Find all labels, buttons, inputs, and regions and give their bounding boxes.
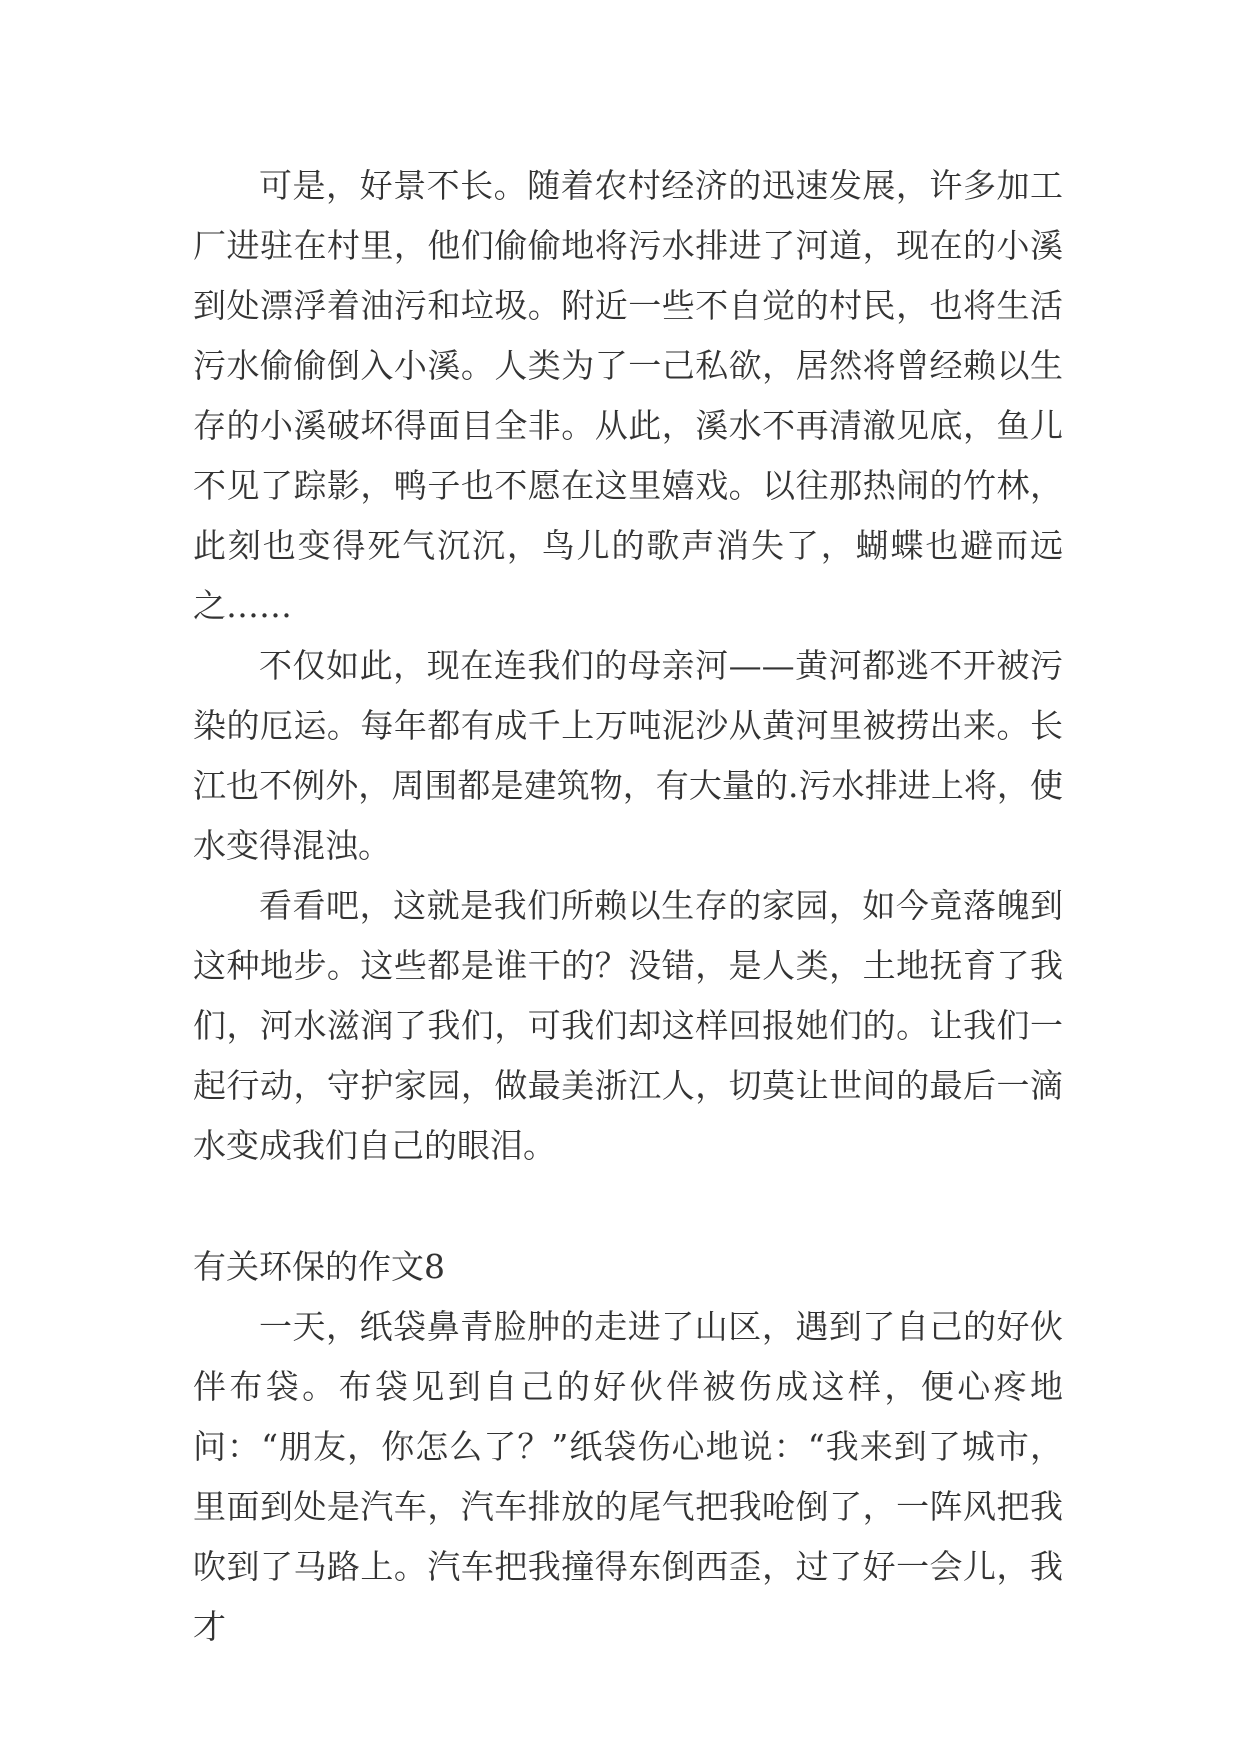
paragraph-stream-pollution: 可是，好景不长。随着农村经济的迅速发展，许多加工厂进驻在村里，他们偷偷地将污水排进了河道，现在的小溪到处漂浮着油污和垃圾。附近一些不自觉的村民，也将生活污水偷偷倒入小溪。人类为了一己私欲，居然将曾经赖以生存的小溪破坏得面目全非。从此，溪水不再清澈见底，鱼儿不见了踪影，鸭子也不愿在这里嬉戏。以往那热闹的竹林，此刻也变得死气沉沉，鸟儿的歌声消失了，蝴蝶也避而远之…… bbox=[193, 166, 1063, 625]
paragraph-call-to-action: 看看吧，这就是我们所赖以生存的家园，如今竟落魄到这种地步。这些都是谁干的？没错，是人类，土地抚育了我们，河水滋润了我们，可我们却这样回报她们的。让我们一起行动，守护家园，做最美浙江人，切莫让世间的最后一滴水变成我们自己的眼泪。 bbox=[193, 886, 1063, 1165]
paragraph-paper-bag-story: 一天，纸袋鼻青脸肿的走进了山区，遇到了自己的好伙伴布袋。布袋见到自己的好伙伴被伤成这样，便心疼地问：“朋友，你怎么了？”纸袋伤心地说：“我来到了城市，里面到处是汽车，汽车排放的尾气把我呛倒了，一阵风把我吹到了马路上。汽车把我撞得东倒西歪，过了好一会儿，我才 bbox=[193, 1307, 1063, 1646]
section-heading: 有关环保的作文8 bbox=[193, 1247, 445, 1286]
document-body bbox=[193, 156, 1063, 1657]
paragraph-yellow-river: 不仅如此，现在连我们的母亲河——黄河都逃不开被污染的厄运。每年都有成千上万吨泥沙从黄河里被捞出来。长江也不例外，周围都是建筑物，有大量的.污水排进上将，使水变得混浊。 bbox=[193, 646, 1063, 865]
